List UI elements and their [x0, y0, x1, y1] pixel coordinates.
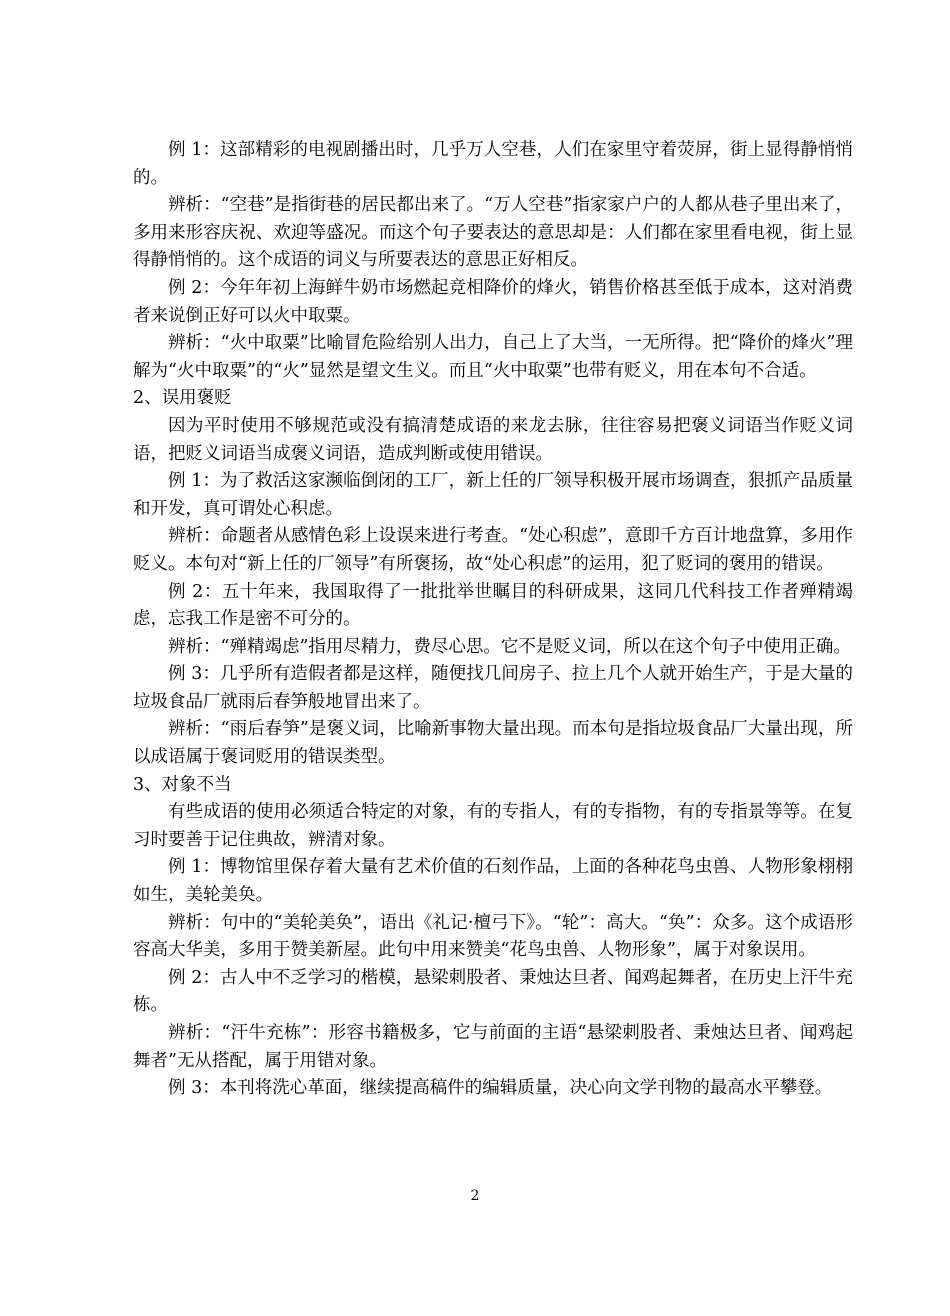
section-heading: 2、误用褒贬 — [133, 388, 232, 409]
paragraph: 辨析：“空巷”是指街巷的居民都出来了。“万人空巷”指家家户户的人都从巷子里出来了，多用来形容庆祝、欢迎等盛况。而这个句子要表达的意思却是：人们都在家里看电视，街上显得静悄悄的。这个成语的词义与所要表达的意思正好相反。 — [133, 195, 853, 271]
paragraph: 因为平时使用不够规范或没有搞清楚成语的来龙去脉，往往容易把褒义词语当作贬义词语，把贬义词语当成褒义词语，造成判断或使用错误。 — [133, 415, 853, 464]
paragraph: 例 3：本刊将洗心革面，继续提高稿件的编辑质量，决心向文学刊物的最高水平攀登。 — [168, 1078, 833, 1099]
paragraph: 有些成语的使用必须适合特定的对象，有的专指人，有的专指物，有的专指景等等。在复习时要善于记住典故，辨清对象。 — [133, 802, 853, 850]
page-number: 2 — [470, 1188, 480, 1204]
paragraph: 辨析：句中的“美轮美奂”，语出《礼记·檀弓下》。“轮”：高大。“奂”：众多。这个成语形容高大华美，多用于赞美新屋。此句中用来赞美“花鸟虫兽、人物形象”，属于对象误用。 — [133, 912, 853, 961]
paragraph: 辨析：“火中取粟”比喻冒危险给别人出力，自己上了大当，一无所得。把“降价的烽火”理解为“火中取粟”的“火”显然是望文生义。而且“火中取粟”也带有贬义，用在本句不合适。 — [133, 333, 853, 381]
paragraph: 例 1：这部精彩的电视剧播出时，几乎万人空巷，人们在家里守着荧屏，街上显得静悄悄的。 — [133, 140, 853, 188]
paragraph: 例 2：古人中不乏学习的楷模，悬梁刺股者、秉烛达旦者、闻鸡起舞者，在历史上汗牛充栋。 — [133, 967, 853, 1016]
paragraph: 例 2：今年年初上海鲜牛奶市场燃起竞相降价的烽火，销售价格甚至低于成本，这对消费者来说倒正好可以火中取粟。 — [133, 277, 853, 326]
paragraph: 辨析：“殚精竭虑”指用尽精力，费尽心思。它不是贬义词，所以在这个句子中使用正确。 — [168, 636, 851, 657]
paragraph: 例 1：为了救活这家濒临倒闭的工厂，新上任的厂领导积极开展市场调查，狠抓产品质量和开发，真可谓处心积虑。 — [133, 471, 853, 519]
section-heading: 3、对象不当 — [133, 774, 232, 795]
paragraph: 例 3：几乎所有造假者都是这样，随便找几间房子、拉上几个人就开始生产，于是大量的垃圾食品厂就雨后春笋般地冒出来了。 — [133, 664, 853, 712]
document-body — [133, 137, 853, 1103]
paragraph: 辨析：“汗牛充栋”：形容书籍极多，它与前面的主语“悬梁刺股者、秉烛达旦者、闻鸡起舞者”无从搭配，属于用错对象。 — [133, 1023, 853, 1071]
paragraph: 例 1：博物馆里保存着大量有艺术价值的石刻作品，上面的各种花鸟虫兽、人物形象栩栩如生，美轮美奂。 — [133, 857, 853, 906]
paragraph: 例 2：五十年来，我国取得了一批批举世瞩目的科研成果，这同几代科技工作者殚精竭虑，忘我工作是密不可分的。 — [133, 581, 853, 630]
paragraph: 辨析：命题者从感情色彩上设误来进行考查。“处心积虑”，意即千方百计地盘算，多用作贬义。本句对“新上任的厂领导”有所褒扬，故“处心积虑”的运用，犯了贬词的褒用的错误。 — [133, 526, 853, 574]
paragraph: 辨析：“雨后春笋”是褒义词，比喻新事物大量出现。而本句是指垃圾食品厂大量出现，所以成语属于褒词贬用的错误类型。 — [133, 719, 853, 768]
